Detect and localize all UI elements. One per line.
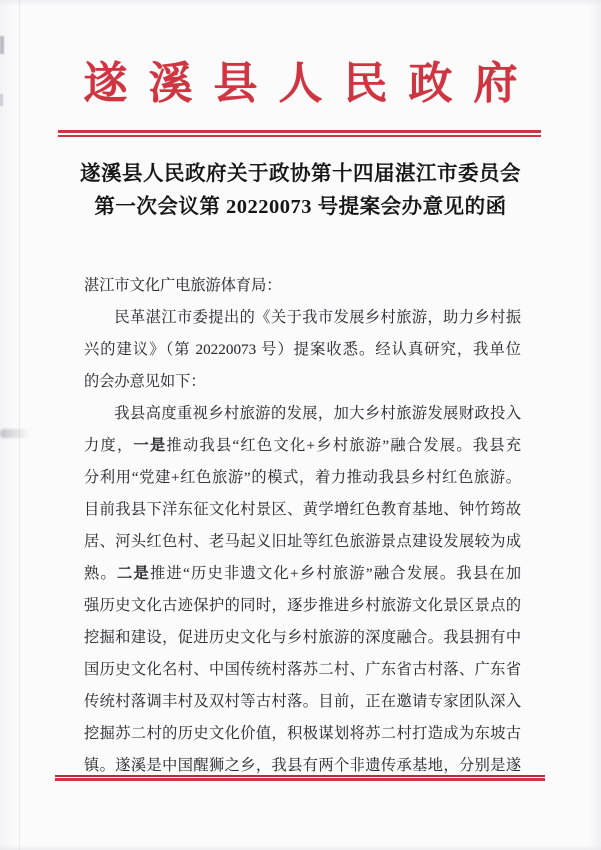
document-body xyxy=(84,270,521,782)
body-text-line: 传统村落调丰村及双村等古村落。目前，正在邀请专家团队深入 xyxy=(84,693,521,710)
body-text-line: 分利用“党建+红色旅游”的模式，着力推动我县乡村红色旅游。 xyxy=(84,469,521,486)
body-text-line: 目前我县下洋东征文化村景区、黄学增红色教育基地、钟竹筠故 xyxy=(84,501,521,518)
body-text-line: 熟。二是推进“历史非遗文化+乡村旅游”融合发展。我县在加 xyxy=(84,565,522,582)
document-title xyxy=(0,158,601,224)
header-divider-rule xyxy=(58,130,541,137)
body-text-line: 挖掘苏二村的历史文化价值，积极谋划将苏二村打造成为东坡古 xyxy=(84,725,521,742)
body-text-line: 我县高度重视乡村旅游的发展，加大乡村旅游发展财政投入 xyxy=(114,405,521,422)
body-text-line: 国历史文化名村、中国传统村落苏二村、广东省古村落、广东省 xyxy=(84,661,521,678)
recipient-salutation: 湛江市文化广电旅游体育局： xyxy=(84,277,282,294)
body-text-line: 力度，一是推动我县“红色文化+乡村旅游”融合发展。我县充 xyxy=(84,437,522,454)
body-text-line: 强历史文化古迹保护的同时，逐步推进乡村旅游文化景区景点的 xyxy=(84,597,521,614)
document-title-line: 第一次会议第 20220073 号提案会办意见的函 xyxy=(94,196,507,218)
body-text-line: 民革湛江市委提出的《关于我市发展乡村旅游，助力乡村振 xyxy=(114,309,521,326)
body-text-line: 居、河头红色村、老马起义旧址等红色旅游景点建设发展较为成 xyxy=(84,533,521,550)
body-text-line: 兴的建议》（第 20220073 号）提案收悉。经认真研究，我单位 xyxy=(84,341,521,358)
scan-artifact-vertical-line xyxy=(19,0,20,850)
body-text-line: 的会办意见如下： xyxy=(84,373,206,390)
body-text-line: 镇。遂溪是中国醒狮之乡，我县有两个非遗传承基地，分别是遂 xyxy=(84,757,521,774)
scan-artifact-smudge xyxy=(0,429,30,438)
body-text-line: 挖掘和建设，促进历史文化与乡村旅游的深度融合。我县拥有中 xyxy=(84,629,521,646)
footer-divider-rule xyxy=(55,775,545,781)
document-title-line: 遂溪县人民政府关于政协第十四届湛江市委员会 xyxy=(80,163,521,185)
letterhead-org-name: 遂溪县人民政府 xyxy=(83,59,539,108)
scan-artifact-tick xyxy=(0,36,4,54)
